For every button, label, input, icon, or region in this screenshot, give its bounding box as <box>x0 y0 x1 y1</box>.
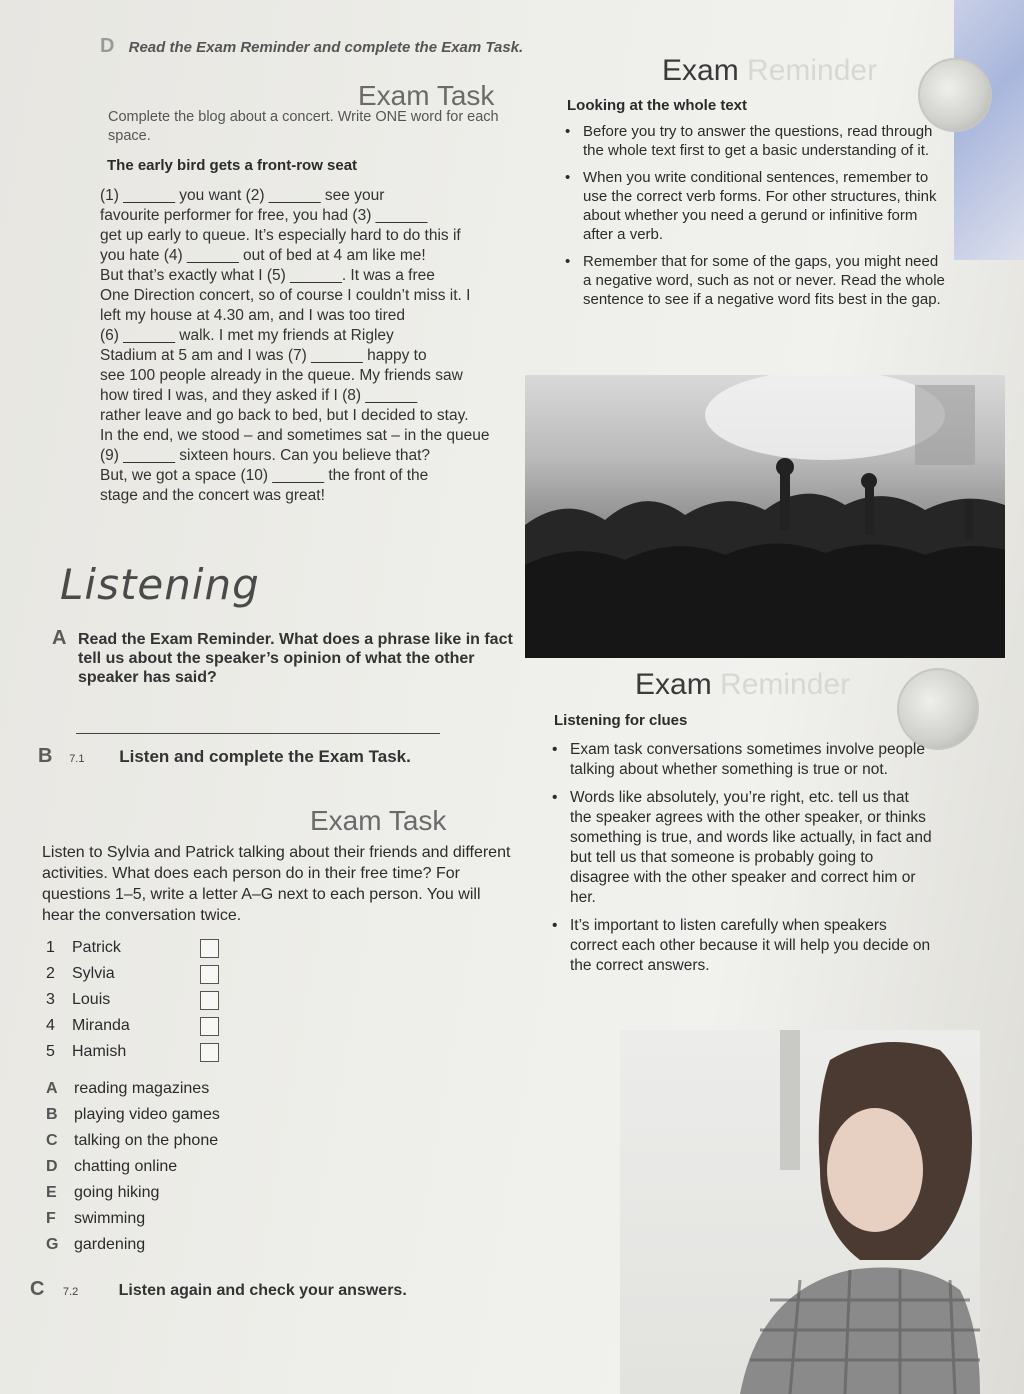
option-letter: G <box>46 1236 59 1253</box>
list-item <box>46 1039 219 1065</box>
blog-title: The early bird gets a front-row seat <box>107 157 358 174</box>
reminder-2-bullet: • Exam task conversations sometimes involve people talking about whether something is true or not. <box>552 740 932 780</box>
option-letter: F <box>46 1210 56 1227</box>
item-number: 1 <box>46 939 55 956</box>
blog-line: stage and the concert was great! <box>100 487 325 504</box>
answer-box[interactable] <box>200 1017 219 1036</box>
blog-line: But that’s exactly what I (5) ______. It was a free <box>100 267 435 284</box>
section-b-text: Listen and complete the Exam Task. <box>119 747 411 766</box>
person-name: Hamish <box>72 1043 127 1060</box>
answer-box[interactable] <box>200 1043 219 1062</box>
options-list <box>46 1080 220 1262</box>
reminder-1-title-text: Exam <box>662 54 739 87</box>
blog-line: (9) ______ sixteen hours. Can you believe that? <box>100 447 431 464</box>
reminder-1-ghost-text: Reminder <box>747 54 878 87</box>
option-text: playing video games <box>74 1106 220 1123</box>
track-7-1-icon[interactable]: 7.1 <box>69 753 85 765</box>
blog-line: favourite performer for free, you had (3) ______ <box>100 207 428 224</box>
option-letter: D <box>46 1158 58 1175</box>
list-item <box>46 987 219 1013</box>
reminder-badge-icon <box>918 58 992 132</box>
section-d-instruction: Read the Exam Reminder and complete the Exam Task. <box>128 39 524 56</box>
person-name: Sylvia <box>72 965 115 982</box>
section-b-letter: B <box>38 745 53 767</box>
reminder-1-bullet: • When you write conditional sentences, remember to use the correct verb forms. For other structures, think about whether you need a gerund or infinitive form after a verb. <box>565 168 945 244</box>
option-letter: E <box>46 1184 57 1201</box>
section-d-header <box>100 35 523 58</box>
reminder-1-bullet: • Remember that for some of the gaps, you might need a negative word, such as not or never. Read the whole sentence to see if a negative word fits best in the gap. <box>565 252 945 309</box>
item-number: 3 <box>46 991 55 1008</box>
blog-text <box>100 186 530 506</box>
list-item <box>46 935 219 961</box>
option-text: swimming <box>74 1210 146 1227</box>
reminder-2-ghost-text: Reminder <box>720 668 851 701</box>
blog-line: Stadium at 5 am and I was (7) ______ happy to <box>100 347 427 364</box>
section-c <box>30 1278 407 1301</box>
option-text: gardening <box>74 1236 146 1253</box>
option-letter: A <box>46 1080 58 1097</box>
blog-line: (1) ______ you want (2) ______ see your <box>100 187 385 204</box>
option-letter: C <box>46 1132 58 1149</box>
option-item <box>46 1106 220 1132</box>
option-text: going hiking <box>74 1184 160 1201</box>
section-a-text: Read the Exam Reminder. What does a phrase like in fact tell us about the speaker’s opinion of what the other speaker has said? <box>78 631 513 686</box>
option-letter: B <box>46 1106 58 1123</box>
list-item <box>46 1013 219 1039</box>
option-text: chatting online <box>74 1158 178 1175</box>
answer-box[interactable] <box>200 965 219 984</box>
person-name: Miranda <box>72 1017 130 1034</box>
blog-line: you hate (4) ______ out of bed at 4 am like me! <box>100 247 426 264</box>
reminder-badge-icon <box>897 668 979 750</box>
girl-silhouette-icon <box>620 1030 980 1394</box>
blog-line: left my house at 4.30 am, and I was too tired <box>100 307 405 324</box>
option-text: reading magazines <box>74 1080 210 1097</box>
exam-task-instruction-2: Listen to Sylvia and Patrick talking about their friends and different activities. What does each person do in their free time? For questions 1–5, write a letter A–G next to each person. You will hear the conversation twice. <box>42 844 511 924</box>
answer-box[interactable] <box>200 991 219 1010</box>
option-item <box>46 1184 220 1210</box>
crowd-silhouette-icon <box>525 375 1005 658</box>
section-b <box>38 745 411 768</box>
reminder-2-title-text: Exam <box>635 668 712 701</box>
blog-line: see 100 people already in the queue. My friends saw <box>100 367 463 384</box>
exam-task-instruction-1: Complete the blog about a concert. Write ONE word for each space. <box>108 109 499 144</box>
blog-line: One Direction concert, so of course I couldn’t miss it. I <box>100 287 471 304</box>
person-name: Louis <box>72 991 111 1008</box>
listening-heading: Listening <box>60 560 260 609</box>
answer-line[interactable] <box>76 733 440 734</box>
item-number: 4 <box>46 1017 55 1034</box>
girl-smiling-photo <box>620 1030 980 1394</box>
section-a-letter: A <box>52 627 67 649</box>
section-c-text: Listen again and check your answers. <box>118 1282 407 1299</box>
item-number: 2 <box>46 965 55 982</box>
blog-line: how tired I was, and they asked if I (8) ______ <box>100 387 418 404</box>
blog-line: get up early to queue. It’s especially hard to do this if <box>100 227 461 244</box>
option-item <box>46 1236 220 1262</box>
blog-line: rather leave and go back to bed, but I decided to stay. <box>100 407 469 424</box>
option-item <box>46 1210 220 1236</box>
blog-line: (6) ______ walk. I met my friends at Rigley <box>100 327 394 344</box>
reminder-1-subtitle: Looking at the whole text <box>567 97 748 114</box>
reminder-2-subtitle: Listening for clues <box>554 712 688 729</box>
track-7-2-icon[interactable]: 7.2 <box>62 1286 79 1298</box>
reminder-2-title <box>635 668 850 702</box>
answer-box[interactable] <box>200 939 219 958</box>
exam-task-heading-1: Exam Task <box>358 80 495 111</box>
section-c-letter: C <box>30 1278 45 1300</box>
list-item <box>46 961 219 987</box>
concert-crowd-photo <box>525 375 1005 658</box>
reminder-2-bullet: • Words like absolutely, you’re right, etc. tell us that the speaker agrees with the other speaker, or thinks something is true, and words like actually, in fact and but tell us that someone is probably going to disagree with the other speaker and correct him or her. <box>552 788 932 908</box>
section-a <box>52 627 522 687</box>
blog-line: In the end, we stood – and sometimes sat – in the queue <box>100 427 490 444</box>
option-item <box>46 1080 220 1106</box>
reminder-1-title <box>662 54 877 88</box>
item-number: 5 <box>46 1043 55 1060</box>
option-item <box>46 1132 220 1158</box>
option-text: talking on the phone <box>74 1132 219 1149</box>
person-name: Patrick <box>72 939 121 956</box>
reminder-2-bullets <box>552 740 932 984</box>
reminder-2-bullet: • It’s important to listen carefully when speakers correct each other because it will help you decide on the correct answers. <box>552 916 932 976</box>
people-list <box>46 935 219 1065</box>
blog-line: But, we got a space (10) ______ the front of the <box>100 467 429 484</box>
reminder-1-bullet: • Before you try to answer the questions, read through the whole text first to get a basic understanding of it. <box>565 122 945 160</box>
section-d-letter: D <box>100 35 115 57</box>
option-item <box>46 1158 220 1184</box>
reminder-1-bullets <box>565 122 945 317</box>
exam-task-heading-2: Exam Task <box>310 805 447 836</box>
